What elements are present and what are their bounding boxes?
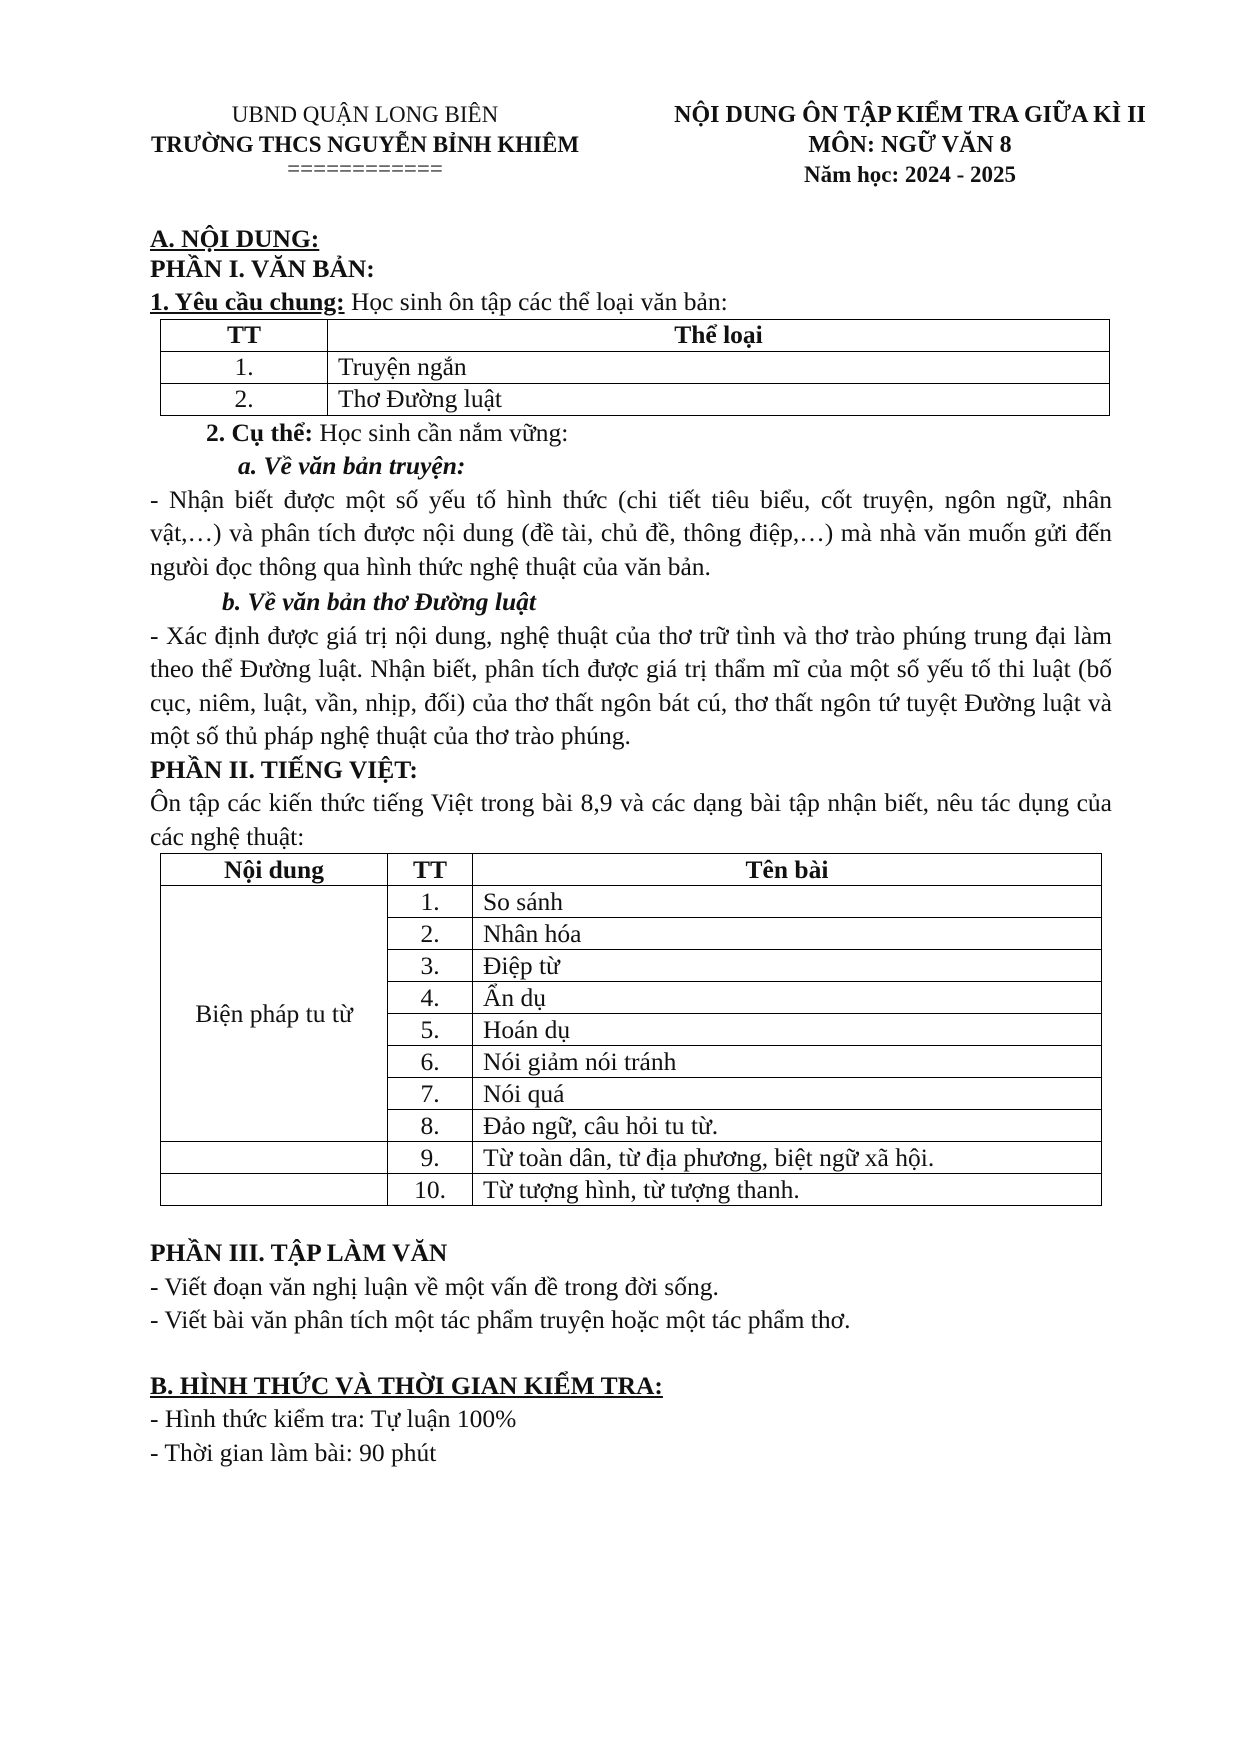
row-lesson: Nhân hóa (473, 918, 1102, 950)
district-name: UBND QUẬN LONG BIÊN (231, 102, 499, 127)
row-number: 3. (388, 950, 473, 982)
group-label: Biện pháp tu từ (161, 886, 388, 1142)
section-b-item: - Thời gian làm bài: 90 phút (150, 1437, 437, 1467)
table-header-row (161, 319, 1110, 351)
requirement-text: Học sinh ôn tập các thể loại văn bản: (344, 287, 728, 316)
table-row (161, 1174, 1102, 1206)
col-header-genre: Thể loại (328, 319, 1110, 351)
row-number: 9. (388, 1142, 473, 1174)
col-header-tt: TT (161, 319, 328, 351)
section-b-heading: B. HÌNH THỨC VÀ THỜI GIAN KIỂM TRA: (150, 1370, 663, 1400)
general-requirement (150, 285, 1112, 319)
header-right (640, 100, 1180, 190)
row-lesson: Đảo ngữ, câu hỏi tu từ. (473, 1110, 1102, 1142)
genre-table (160, 319, 1110, 416)
specific-text: Học sinh cần nắm vững: (312, 417, 569, 447)
row-number: 2. (388, 918, 473, 950)
part3-item: - Viết đoạn văn nghị luận về một vấn đề trong đời sống. (150, 1271, 719, 1301)
section-a-heading: A. NỘI DUNG: (150, 224, 320, 253)
row-genre: Thơ Đường luật (328, 383, 1110, 415)
empty-cell (161, 1174, 388, 1206)
specific-label: 2. Cụ thể: (206, 417, 313, 447)
col-header-tt: TT (388, 854, 473, 886)
row-lesson: Điệp từ (473, 950, 1102, 982)
row-lesson: Từ tượng hình, từ tượng thanh. (473, 1174, 1102, 1206)
sub-b-heading: b. Về văn bản thơ Đường luật (222, 587, 536, 616)
sub-b-text: - Xác định được giá trị nội dung, nghệ thuật của thơ trữ tình và thơ trào phúng trung đại làm theo thể Đường luật. Nhận biết, phân tích được giá trị thẩm mĩ của một số yếu tố thi luật (bố cục, niêm, luật, vần, nhịp, đối) của thơ thất ngôn bát cú, thơ thất ngôn tứ tuyệt Đường luật và một số thủ pháp nghệ thuật của thơ trào phúng. (150, 620, 1112, 750)
table-header-row (161, 854, 1102, 886)
row-genre: Truyện ngắn (328, 351, 1110, 383)
row-number: 2. (161, 383, 328, 415)
sub-a-heading: a. Về văn bản truyện: (238, 451, 466, 480)
part2-intro: Ôn tập các kiến thức tiếng Việt trong bài 8,9 và các dạng bài tập nhận biết, nêu tác dụng của các nghệ thuật: (150, 788, 1112, 851)
row-lesson: Hoán dụ (473, 1014, 1102, 1046)
document-body (150, 222, 1112, 1469)
part2-heading: PHẦN II. TIẾNG VIỆT: (150, 754, 418, 784)
row-number: 4. (388, 982, 473, 1014)
row-number: 10. (388, 1174, 473, 1206)
row-lesson: Nói quá (473, 1078, 1102, 1110)
row-lesson: Nói giảm nói tránh (473, 1046, 1102, 1078)
col-header-content: Nội dung (161, 854, 388, 886)
col-header-lesson: Tên bài (473, 854, 1102, 886)
header-divider: ============ (287, 156, 443, 181)
row-number: 5. (388, 1014, 473, 1046)
part3-item: - Viết bài văn phân tích một tác phẩm truyện hoặc một tác phẩm thơ. (150, 1305, 851, 1334)
row-number: 8. (388, 1110, 473, 1142)
vietnamese-table (160, 853, 1102, 1206)
table-row (161, 886, 1102, 918)
subject-line: MÔN: NGỮ VĂN 8 (808, 132, 1012, 158)
school-name: TRƯỜNG THCS NGUYỄN BỈNH KHIÊM (150, 132, 580, 157)
row-lesson: So sánh (473, 886, 1102, 918)
part3-heading: PHẦN III. TẬP LÀM VĂN (150, 1238, 448, 1267)
empty-cell (161, 1142, 388, 1174)
row-lesson: Từ toàn dân, từ địa phương, biệt ngữ xã hội. (473, 1142, 1102, 1174)
sub-a-text: - Nhận biết được một số yếu tố hình thức (chi tiết tiêu biểu, cốt truyện, ngôn ngữ, nhân vật,…) và phân tích được nội dung (đề tài, chủ đề, thông điệp,…) mà nhà văn muốn gửi đến ngưòi đọc thông qua hình thức nghệ thuật của văn bản. (150, 484, 1112, 581)
table-row (161, 351, 1110, 383)
row-number: 7. (388, 1078, 473, 1110)
table-row (161, 1142, 1102, 1174)
specific-requirement (150, 416, 1112, 450)
row-number: 1. (161, 351, 328, 383)
school-year: Năm học: 2024 - 2025 (803, 162, 1017, 187)
row-lesson: Ẩn dụ (473, 982, 1102, 1014)
header-left (130, 100, 600, 181)
table-row (161, 383, 1110, 415)
section-b-item: - Hình thức kiểm tra: Tự luận 100% (150, 1404, 517, 1433)
document-title: NỘI DUNG ÔN TẬP KIỂM TRA GIỮA KÌ II (674, 102, 1146, 128)
part1-heading: PHẦN I. VĂN BẢN: (150, 253, 375, 283)
requirement-label: 1. Yêu cầu chung: (150, 287, 345, 316)
row-number: 6. (388, 1046, 473, 1078)
row-number: 1. (388, 886, 473, 918)
